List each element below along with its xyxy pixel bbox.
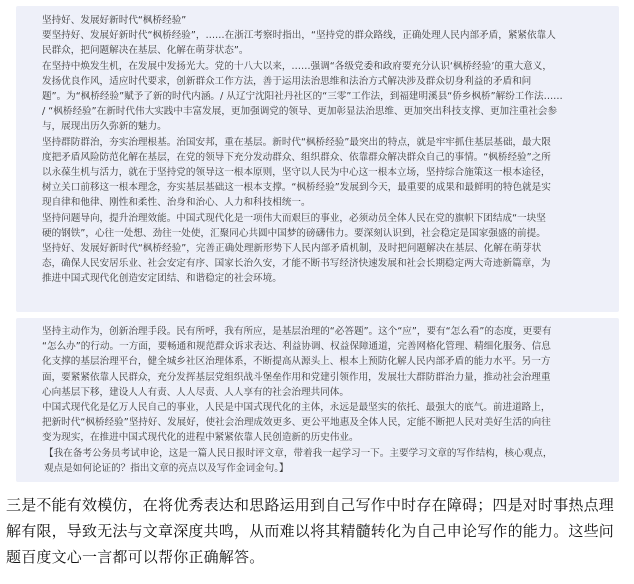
paragraph-line: 民群众，把问题解决在基层、化解在萌芽状态”。 — [42, 45, 249, 57]
body-line: 题百度文心一言都可以帮你正确解答。 — [6, 548, 265, 566]
paragraph-line: 化支撑的基层治理平台，健全城乡社区治理体系，不断提高从源头上、根本上预防化解人民内部矛盾的能力水平。另一方 — [42, 356, 551, 368]
paragraph-line: 面，要紧紧依靠人民群众，充分发挥基层党组织战斗堡垒作用和党建引领作用，发展壮大群防群治力量，推动社会治理重 — [42, 371, 551, 383]
paragraph-line: 推进中国式现代化创造安定团结、和谐稳定的社会环境。 — [42, 273, 282, 285]
paragraph-line: “怎么办”的行动。一方面，要畅通和规范群众诉求表达、利益协调、权益保障通道，完善网格化管理、精细化服务、信息 — [42, 341, 551, 353]
paragraph-line: 坚持好、发展好新时代“枫桥经验”，完善正确处理新形势下人民内部矛盾机制，及时把问题解决在基层、化解在萌芽状 — [42, 243, 542, 255]
paragraph-line: 以永葆生机与活力，就在于坚持党的领导这一根本原则，坚守以人民为中心这一根本立场，坚持综合施策这一根本途径， — [42, 167, 551, 179]
article-excerpt-card-2 — [16, 318, 619, 482]
paragraph-line: 坚持问题导向，提升治理效能。中国式现代化是一项伟大而艰巨的事业，必须动员全体人民在党的旗帜下团结成“一块坚 — [42, 212, 546, 224]
paragraph-line: 把新时代“枫桥经验”坚持好、发展好，使社会治理成效更多、更公平地惠及全体人民，定能不断把人民对美好生活的向往 — [42, 417, 551, 429]
paragraph-line: 在坚持中焕发生机，在发展中发扬光大。党的十八大以来，……强调“各级党委和政府要充分认识‘枫桥经验’的重大意义， — [42, 60, 552, 72]
body-paragraph — [6, 492, 628, 570]
user-prompt-line: 观点是如何论证的？指出文章的亮点以及写作金词金句。】 — [44, 462, 289, 474]
paragraph-line: 要坚持好、发展好新时代“枫桥经验”，……在浙江考察时指出，“坚持党的群众路线，正确处理人民内部矛盾，紧紧依靠人 — [42, 30, 556, 42]
user-prompt-line: 【我在备考公务员考试申论，这是一篇人民日报时评文章，带着我一起学习一下。主要学习文章的写作结构，核心观点， — [44, 447, 553, 459]
paragraph-line: / “枫桥经验”在新时代伟大实践中丰富发展，更加强调党的领导、更加彰显法治思维、更加突出科技支撑、更加注重社会参 — [42, 106, 558, 118]
body-line: 三是不能有效模仿，在将优秀表达和思路运用到自己写作中时存在障碍；四是对时事热点理 — [6, 496, 615, 514]
paragraph-line: 树立关口前移这一根本理念，夯实基层基础这一根本支撑。“枫桥经验”发展到今天，最重要的成果和最鲜明的特色就是实 — [42, 182, 551, 194]
paragraph-line: 现自律和他律、刚性和柔性、治身和治心、人力和科技相统一。 — [42, 197, 311, 209]
paragraph-line: 变为现实，在推进中国式现代化的进程中紧紧依靠人民创造新的历史伟业。 — [42, 432, 359, 444]
paragraph-line: 题”。为“枫桥经验”赋予了新的时代内涵。/ 从辽宁沈阳社丹社区的“三零”工作法，到福建明溪县“侨乡枫桥”解纷工作法…… — [42, 91, 563, 103]
article-excerpt-card-1 — [16, 6, 619, 312]
paragraph-line: 中国式现代化是亿万人民自己的事业，人民是中国式现代化的主体，永远是最坚实的依托、最强大的底气。前进道路上， — [42, 402, 551, 414]
body-line: 解有限，导致无法与文章深度共鸣，从而难以将其精髓转化为自己申论写作的能力。这些问 — [6, 522, 615, 540]
paragraph-line: 度把矛盾风险防范化解在基层，在党的领导下充分发动群众、组织群众、依靠群众解决群众自己的事情。“枫桥经验”之所 — [42, 151, 551, 163]
section-heading: 坚持好、发展好新时代“枫桥经验” — [42, 15, 187, 26]
paragraph-line: 态，确保人民安居乐业、社会安定有序、国家长治久安，才能不断书写经济快速发展和社会长期稳定两大奇迹新篇章，为 — [42, 258, 551, 270]
paragraph-line: 心向基层下移，建设人人有责、人人尽责、人人享有的社会治理共同体。 — [42, 386, 349, 398]
paragraph-line: 坚持群防群治，夯实治理根基。治国安邦，重在基层。新时代“枫桥经验”最突出的特点，就是牢牢抓住基层基础，最大限 — [42, 136, 551, 148]
paragraph-line: 硬的钢铁”，心往一处想、劲往一处使，汇聚同心共圆中国梦的磅礴伟力。要深刻认识到，社会稳定是国家强盛的前提。 — [42, 227, 546, 239]
paragraph-line: 发扬优良作风，适应时代要求，创新群众工作方法，善于运用法治思维和法治方式解决涉及群众切身利益的矛盾和问 — [42, 75, 532, 87]
paragraph-line: 坚持主动作为，创新治理手段。民有所呼，我有所应，是基层治理的“必答题”。这个“应”，要有“怎么看”的态度，更要有 — [42, 326, 552, 337]
paragraph-line: 与，展现出历久弥新的魅力。 — [42, 121, 167, 133]
